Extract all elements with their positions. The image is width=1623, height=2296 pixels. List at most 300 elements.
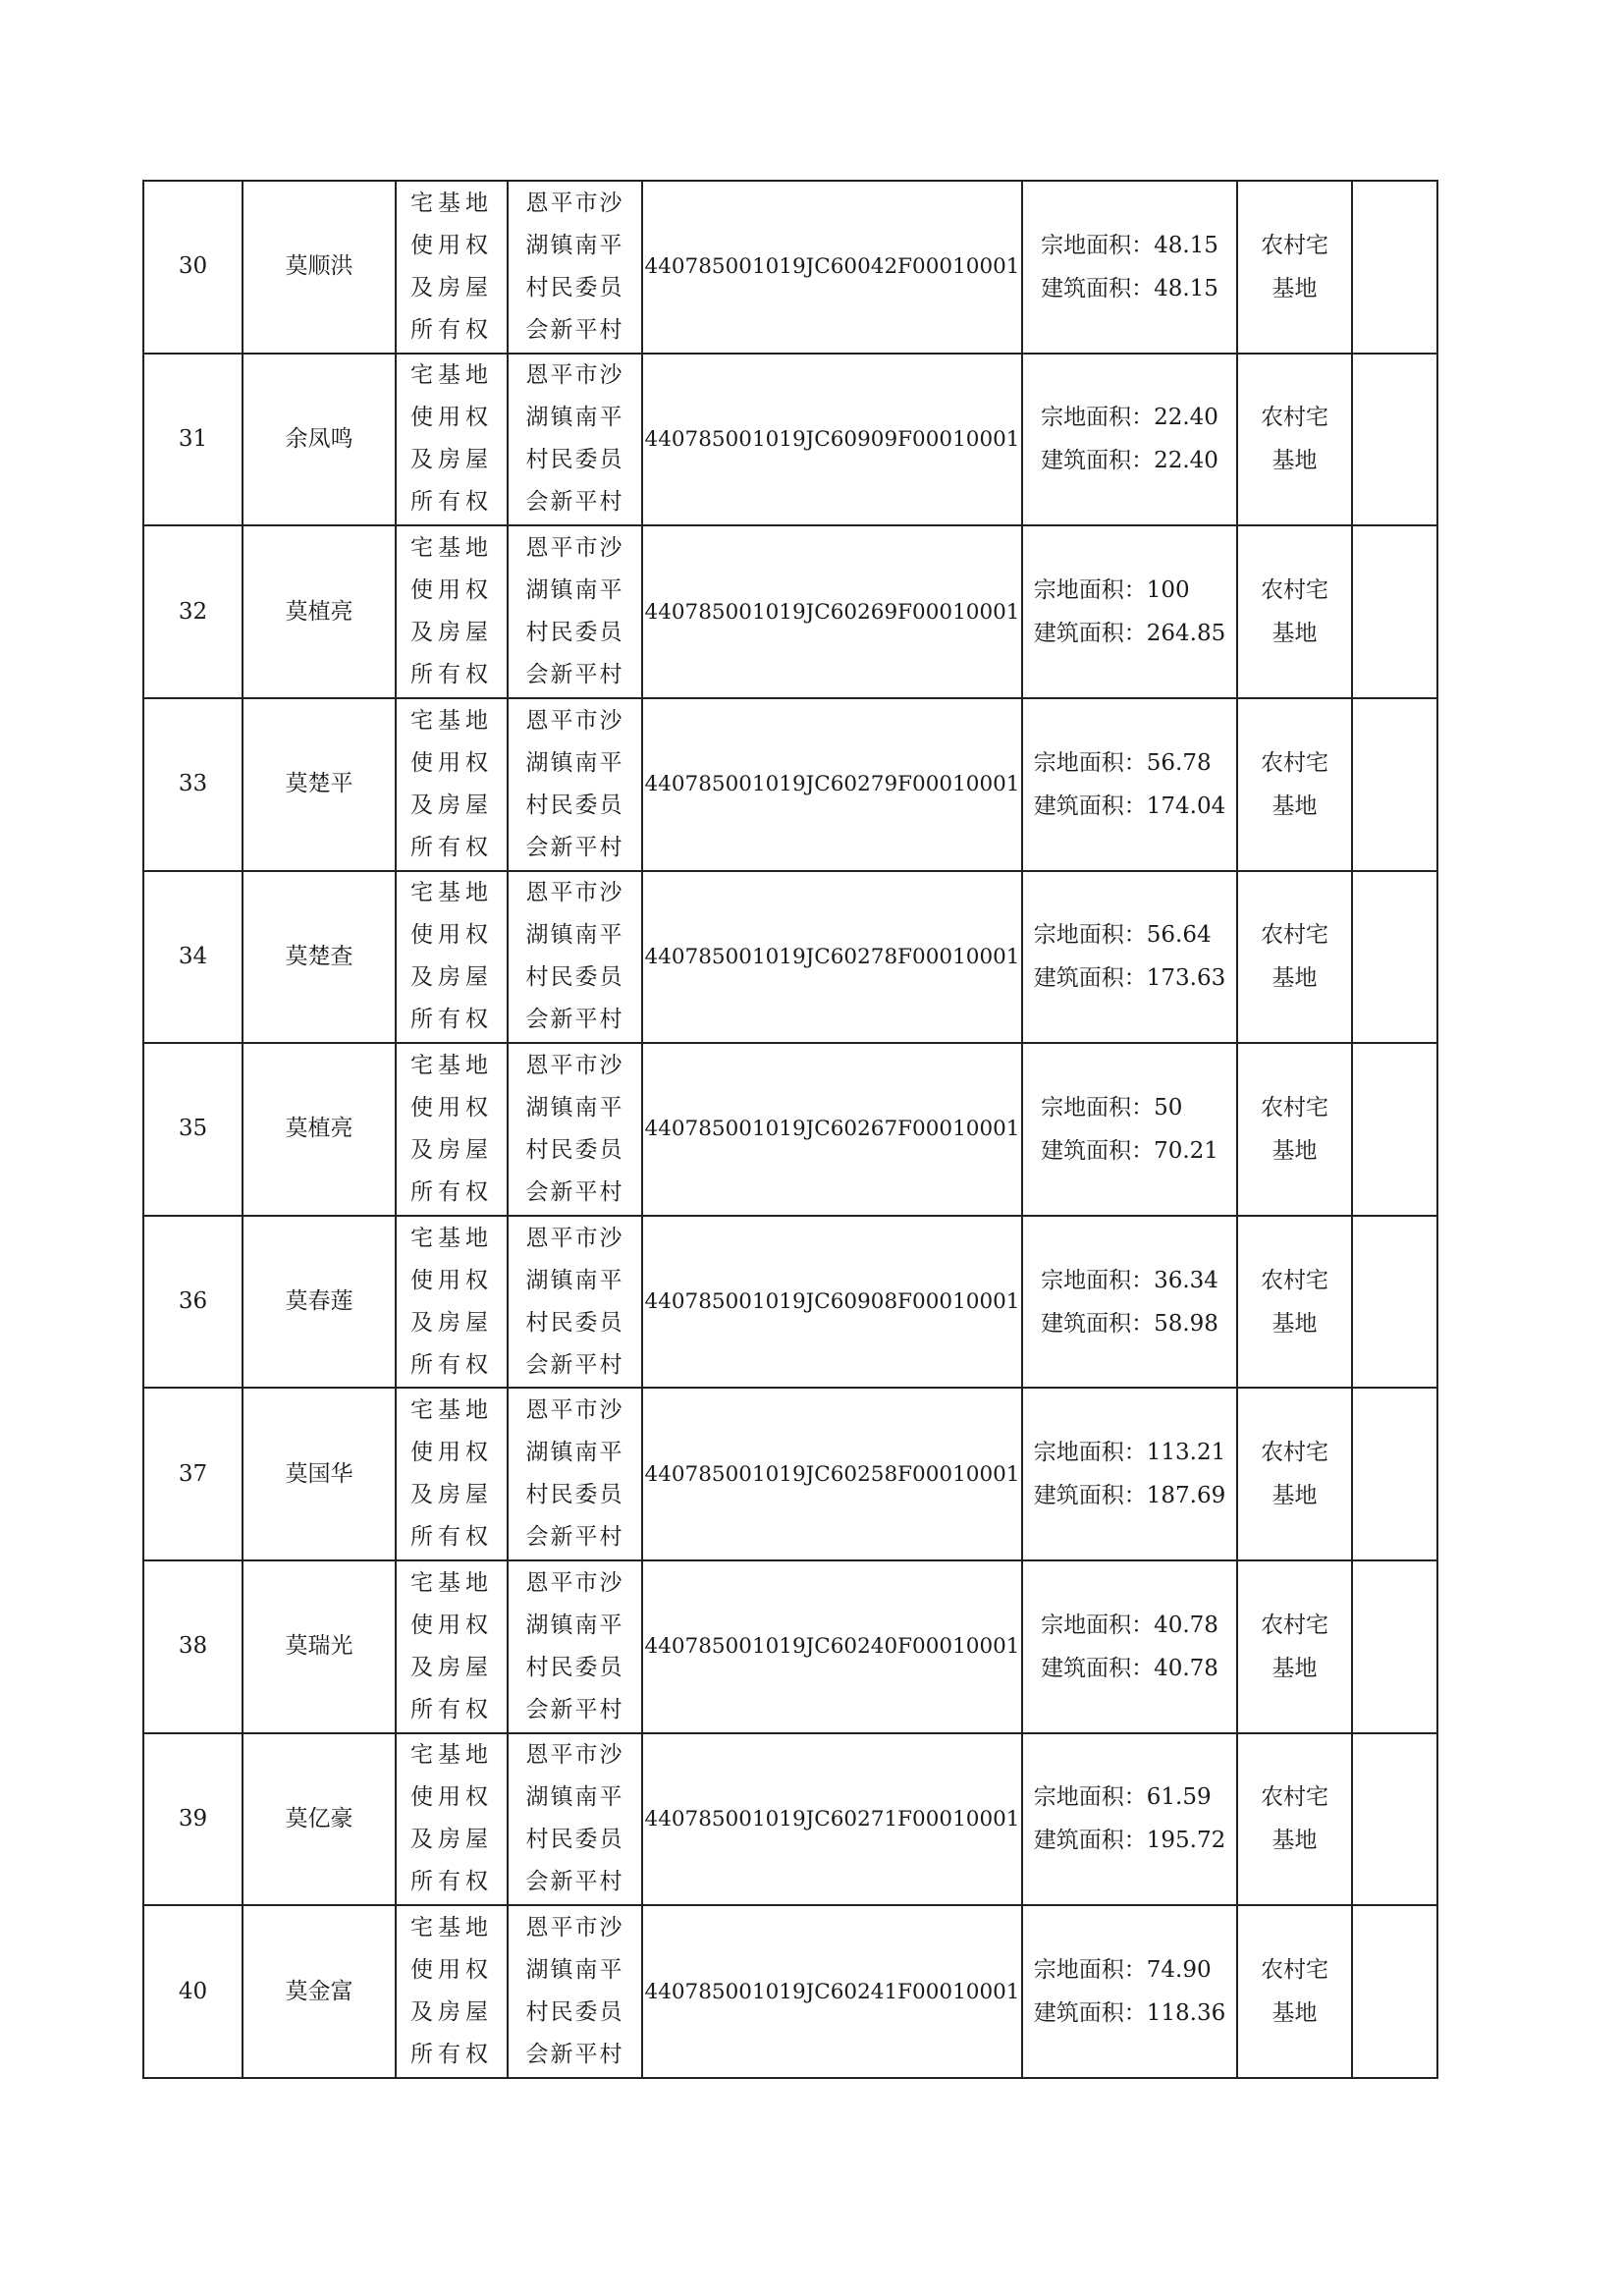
unit-code-cell [642, 1388, 1022, 1560]
building-area-value: 40.78 [1154, 1655, 1218, 1681]
usage-line: 农村宅 [1261, 1267, 1328, 1293]
row-number-cell [143, 525, 243, 698]
right-type-line: 宅基地 [410, 362, 493, 389]
owner-name-cell [243, 1905, 396, 2078]
table-row [143, 1905, 1437, 2078]
usage-line: 基地 [1271, 793, 1318, 819]
usage-block [1261, 1431, 1328, 1517]
property-register-table [142, 180, 1438, 2079]
unit-code-cell [642, 1560, 1022, 1733]
table-row [143, 871, 1437, 1044]
unit-code-cell [642, 525, 1022, 698]
row-number-cell [143, 1043, 243, 1216]
location-line: 会新平村 [525, 1869, 624, 1895]
area-cell [1022, 1905, 1237, 2078]
building-area-line [1041, 1647, 1218, 1690]
row-number-cell [143, 1905, 243, 2078]
owner-name: 莫植亮 [285, 598, 353, 625]
right-type-line: 宅基地 [410, 1052, 493, 1078]
usage-line: 基地 [1271, 1828, 1318, 1854]
location-cell [508, 181, 642, 354]
right-type-stack [397, 1045, 507, 1214]
right-type-line: 宅基地 [410, 1225, 493, 1251]
location-line: 湖镇南平 [525, 922, 624, 949]
location-line: 湖镇南平 [525, 1267, 624, 1293]
right-type-stack [397, 1734, 507, 1903]
location-line: 会新平村 [525, 1524, 624, 1551]
row-number: 38 [178, 1633, 208, 1660]
area-block [1034, 913, 1225, 1000]
row-number: 37 [178, 1460, 208, 1487]
usage-block [1261, 569, 1328, 655]
building-area-line [1034, 612, 1225, 655]
owner-name-cell [243, 354, 396, 526]
building-area-line [1034, 785, 1225, 828]
building-area-label: 建筑面积： [1041, 1655, 1155, 1681]
row-number: 36 [178, 1288, 208, 1315]
usage-cell [1237, 698, 1352, 871]
location-stack [509, 1218, 641, 1387]
building-area-line [1041, 439, 1218, 482]
row-number-cell [143, 871, 243, 1044]
land-area-label: 宗地面积： [1041, 1267, 1155, 1293]
building-area-line [1041, 1129, 1218, 1173]
usage-cell [1237, 1388, 1352, 1560]
right-type-line: 宅基地 [410, 1742, 493, 1769]
right-type-line: 使用权 [410, 405, 493, 431]
area-cell [1022, 525, 1237, 698]
usage-block [1261, 1604, 1328, 1690]
land-area-label: 宗地面积： [1033, 1440, 1147, 1466]
land-area-label: 宗地面积： [1041, 1094, 1155, 1121]
usage-line: 农村宅 [1261, 1440, 1328, 1466]
usage-cell [1237, 1733, 1352, 1906]
area-block [1034, 1948, 1225, 2035]
unit-code: 440785001019JC60909F00010001 [644, 426, 1020, 452]
usage-cell [1237, 354, 1352, 526]
location-line: 村民委员 [525, 1136, 624, 1163]
owner-name: 莫金富 [285, 1978, 353, 2004]
usage-cell [1237, 181, 1352, 354]
area-block [1041, 1259, 1218, 1345]
row-number-cell [143, 698, 243, 871]
usage-cell [1237, 1905, 1352, 2078]
right-type-stack [397, 527, 507, 696]
land-area-label: 宗地面积： [1041, 1612, 1155, 1638]
location-line: 湖镇南平 [525, 577, 624, 604]
land-area-line [1034, 913, 1212, 957]
usage-line: 农村宅 [1261, 749, 1328, 776]
usage-block [1261, 913, 1328, 1000]
location-stack [509, 183, 641, 352]
usage-line: 基地 [1271, 1483, 1318, 1509]
usage-line: 基地 [1271, 275, 1318, 301]
usage-block [1261, 1776, 1328, 1862]
location-line: 恩平市沙 [525, 362, 624, 389]
location-line: 会新平村 [525, 834, 624, 860]
right-type-cell [396, 354, 508, 526]
area-cell [1022, 1043, 1237, 1216]
right-type-line: 所有权 [410, 1869, 493, 1895]
table-row [143, 1733, 1437, 1906]
land-area-line [1034, 1948, 1212, 1992]
area-block [1034, 569, 1225, 655]
area-block [1034, 1431, 1225, 1517]
owner-name: 莫楚查 [285, 943, 353, 969]
row-number: 31 [178, 425, 208, 452]
usage-line: 基地 [1271, 621, 1318, 647]
location-line: 湖镇南平 [525, 232, 624, 258]
owner-name: 莫春莲 [285, 1288, 353, 1315]
unit-code-cell [642, 1043, 1022, 1216]
location-stack [509, 1390, 641, 1558]
usage-block [1261, 741, 1328, 828]
building-area-label: 建筑面积： [1033, 2000, 1147, 2027]
right-type-line: 及房屋 [410, 1482, 493, 1508]
building-area-value: 58.98 [1154, 1310, 1218, 1337]
land-area-label: 宗地面积： [1033, 1957, 1147, 1984]
right-type-line: 使用权 [410, 1440, 493, 1466]
location-line: 村民委员 [525, 792, 624, 818]
right-type-line: 所有权 [410, 2042, 493, 2068]
right-type-line: 及房屋 [410, 274, 493, 301]
land-area-line [1034, 569, 1190, 612]
right-type-line: 及房屋 [410, 1136, 493, 1163]
usage-line: 农村宅 [1261, 1094, 1328, 1121]
right-type-stack [397, 1218, 507, 1387]
land-area-value: 40.78 [1154, 1612, 1218, 1638]
location-cell [508, 698, 642, 871]
location-line: 湖镇南平 [525, 1094, 624, 1121]
right-type-cell [396, 1560, 508, 1733]
right-type-cell [396, 698, 508, 871]
table-row [143, 181, 1437, 354]
row-number: 30 [178, 253, 208, 280]
location-cell [508, 525, 642, 698]
usage-line: 农村宅 [1261, 1957, 1328, 1984]
land-area-value: 100 [1146, 577, 1190, 604]
remark-cell [1352, 1733, 1437, 1906]
right-type-stack [397, 872, 507, 1041]
usage-line: 基地 [1271, 1137, 1318, 1164]
row-number: 39 [178, 1805, 208, 1831]
unit-code-cell [642, 181, 1022, 354]
building-area-line [1034, 1474, 1225, 1517]
land-area-value: 61.59 [1146, 1784, 1212, 1811]
right-type-line: 及房屋 [410, 964, 493, 991]
location-cell [508, 354, 642, 526]
land-area-label: 宗地面积： [1033, 577, 1147, 604]
right-type-line: 所有权 [410, 1007, 493, 1033]
location-line: 会新平村 [525, 1696, 624, 1722]
remark-cell [1352, 1560, 1437, 1733]
table-row [143, 1388, 1437, 1560]
right-type-line: 宅基地 [410, 707, 493, 734]
right-type-line: 宅基地 [410, 880, 493, 906]
area-cell [1022, 181, 1237, 354]
usage-cell [1237, 1043, 1352, 1216]
right-type-line: 使用权 [410, 749, 493, 776]
unit-code: 440785001019JC60269F00010001 [644, 599, 1020, 625]
owner-name: 莫瑞光 [285, 1633, 353, 1660]
location-stack [509, 1734, 641, 1903]
location-line: 村民委员 [525, 1482, 624, 1508]
location-line: 村民委员 [525, 1827, 624, 1853]
row-number: 33 [178, 771, 208, 797]
location-line: 恩平市沙 [525, 535, 624, 562]
location-line: 会新平村 [525, 1351, 624, 1378]
location-stack [509, 700, 641, 869]
location-stack [509, 1045, 641, 1214]
location-line: 湖镇南平 [525, 1612, 624, 1638]
building-area-value: 174.04 [1146, 793, 1226, 819]
building-area-value: 187.69 [1146, 1483, 1226, 1509]
row-number: 32 [178, 598, 208, 625]
location-line: 村民委员 [525, 964, 624, 991]
unit-code: 440785001019JC60267F00010001 [644, 1117, 1020, 1142]
usage-line: 农村宅 [1261, 1784, 1328, 1811]
area-cell [1022, 354, 1237, 526]
land-area-line [1034, 741, 1212, 785]
location-stack [509, 527, 641, 696]
right-type-line: 所有权 [410, 1696, 493, 1722]
remark-cell [1352, 354, 1437, 526]
right-type-line: 所有权 [410, 1524, 493, 1551]
row-number-cell [143, 1560, 243, 1733]
right-type-cell [396, 1388, 508, 1560]
location-cell [508, 1905, 642, 2078]
right-type-line: 及房屋 [410, 620, 493, 646]
area-cell [1022, 1388, 1237, 1560]
building-area-label: 建筑面积： [1041, 1310, 1155, 1337]
land-area-line [1041, 396, 1218, 439]
land-area-label: 宗地面积： [1033, 749, 1147, 776]
owner-name-cell [243, 1560, 396, 1733]
property-register-sheet [142, 180, 1436, 2077]
building-area-label: 建筑面积： [1033, 1483, 1147, 1509]
table-row [143, 354, 1437, 526]
owner-name-cell [243, 871, 396, 1044]
right-type-line: 使用权 [410, 1957, 493, 1984]
right-type-stack [397, 1907, 507, 2076]
land-area-value: 48.15 [1154, 232, 1218, 258]
right-type-line: 使用权 [410, 232, 493, 258]
location-stack [509, 872, 641, 1041]
land-area-value: 50 [1154, 1094, 1183, 1121]
location-line: 恩平市沙 [525, 1915, 624, 1941]
owner-name: 莫楚平 [285, 771, 353, 797]
land-area-label: 宗地面积： [1041, 405, 1155, 431]
remark-cell [1352, 1905, 1437, 2078]
right-type-line: 宅基地 [410, 535, 493, 562]
location-line: 恩平市沙 [525, 1742, 624, 1769]
location-line: 村民委员 [525, 620, 624, 646]
land-area-label: 宗地面积： [1041, 232, 1155, 258]
right-type-stack [397, 700, 507, 869]
table-row [143, 698, 1437, 871]
usage-block [1261, 1086, 1328, 1173]
right-type-cell [396, 181, 508, 354]
right-type-cell [396, 1216, 508, 1389]
remark-cell [1352, 1043, 1437, 1216]
row-number: 35 [178, 1116, 208, 1142]
unit-code-cell [642, 1733, 1022, 1906]
building-area-label: 建筑面积： [1041, 1137, 1155, 1164]
location-line: 湖镇南平 [525, 1440, 624, 1466]
building-area-value: 118.36 [1146, 2000, 1226, 2027]
usage-cell [1237, 525, 1352, 698]
building-area-value: 195.72 [1146, 1828, 1226, 1854]
remark-cell [1352, 1216, 1437, 1389]
usage-block [1261, 1948, 1328, 2035]
right-type-line: 宅基地 [410, 190, 493, 216]
row-number-cell [143, 354, 243, 526]
right-type-line: 所有权 [410, 1351, 493, 1378]
row-number-cell [143, 181, 243, 354]
owner-name-cell [243, 1043, 396, 1216]
right-type-cell [396, 871, 508, 1044]
unit-code-cell [642, 871, 1022, 1044]
area-cell [1022, 1216, 1237, 1389]
location-line: 会新平村 [525, 316, 624, 343]
land-area-line [1041, 1259, 1218, 1302]
unit-code: 440785001019JC60240F00010001 [644, 1634, 1020, 1660]
usage-line: 基地 [1271, 1655, 1318, 1681]
right-type-line: 所有权 [410, 489, 493, 516]
owner-name: 莫植亮 [285, 1116, 353, 1142]
unit-code-cell [642, 354, 1022, 526]
location-cell [508, 1560, 642, 1733]
area-cell [1022, 1560, 1237, 1733]
location-cell [508, 1388, 642, 1560]
location-line: 恩平市沙 [525, 880, 624, 906]
building-area-label: 建筑面积： [1041, 275, 1155, 301]
table-row [143, 1043, 1437, 1216]
right-type-line: 宅基地 [410, 1569, 493, 1596]
owner-name-cell [243, 1733, 396, 1906]
right-type-cell [396, 1733, 508, 1906]
row-number: 34 [178, 943, 208, 969]
location-cell [508, 871, 642, 1044]
right-type-stack [397, 1562, 507, 1731]
area-cell [1022, 1733, 1237, 1906]
right-type-line: 使用权 [410, 577, 493, 604]
land-area-value: 36.34 [1154, 1267, 1218, 1293]
area-block [1034, 741, 1225, 828]
land-area-value: 74.90 [1146, 1957, 1212, 1984]
owner-name-cell [243, 525, 396, 698]
building-area-label: 建筑面积： [1041, 448, 1155, 474]
usage-line: 基地 [1271, 2000, 1318, 2027]
owner-name-cell [243, 1216, 396, 1389]
location-line: 恩平市沙 [525, 1225, 624, 1251]
owner-name: 莫国华 [285, 1460, 353, 1487]
land-area-line [1041, 1604, 1218, 1647]
area-block [1041, 396, 1218, 482]
usage-cell [1237, 871, 1352, 1044]
right-type-line: 及房屋 [410, 1309, 493, 1336]
owner-name-cell [243, 698, 396, 871]
unit-code: 440785001019JC60042F00010001 [644, 254, 1020, 280]
remark-cell [1352, 181, 1437, 354]
right-type-line: 使用权 [410, 1267, 493, 1293]
location-line: 会新平村 [525, 2042, 624, 2068]
area-block [1041, 1086, 1218, 1173]
location-line: 村民委员 [525, 1999, 624, 2026]
location-line: 湖镇南平 [525, 749, 624, 776]
land-area-label: 宗地面积： [1033, 1784, 1147, 1811]
building-area-value: 70.21 [1154, 1137, 1218, 1164]
location-line: 恩平市沙 [525, 707, 624, 734]
right-type-cell [396, 525, 508, 698]
owner-name-cell [243, 181, 396, 354]
building-area-label: 建筑面积： [1033, 621, 1147, 647]
owner-name-cell [243, 1388, 396, 1560]
land-area-line [1041, 224, 1218, 267]
right-type-line: 及房屋 [410, 1827, 493, 1853]
usage-block [1261, 224, 1328, 310]
building-area-value: 173.63 [1146, 965, 1226, 992]
usage-line: 基地 [1271, 448, 1318, 474]
building-area-line [1041, 1302, 1218, 1345]
location-line: 恩平市沙 [525, 190, 624, 216]
right-type-stack [397, 1390, 507, 1558]
building-area-line [1041, 267, 1218, 310]
right-type-line: 宅基地 [410, 1397, 493, 1424]
land-area-value: 22.40 [1154, 405, 1218, 431]
right-type-line: 使用权 [410, 1612, 493, 1638]
owner-name: 莫亿豪 [285, 1805, 353, 1831]
remark-cell [1352, 871, 1437, 1044]
location-line: 村民委员 [525, 447, 624, 473]
right-type-line: 所有权 [410, 834, 493, 860]
land-area-line [1034, 1776, 1212, 1819]
register-body [143, 181, 1437, 2078]
location-line: 村民委员 [525, 1654, 624, 1680]
location-line: 会新平村 [525, 1007, 624, 1033]
remark-cell [1352, 525, 1437, 698]
right-type-line: 所有权 [410, 316, 493, 343]
owner-name: 余凤鸣 [285, 425, 353, 452]
building-area-line [1034, 1992, 1225, 2035]
location-line: 村民委员 [525, 274, 624, 301]
right-type-line: 及房屋 [410, 1654, 493, 1680]
right-type-stack [397, 183, 507, 352]
location-stack [509, 1907, 641, 2076]
table-row [143, 1216, 1437, 1389]
location-line: 会新平村 [525, 662, 624, 688]
location-line: 村民委员 [525, 1309, 624, 1336]
right-type-line: 宅基地 [410, 1915, 493, 1941]
right-type-cell [396, 1043, 508, 1216]
remark-cell [1352, 698, 1437, 871]
usage-line: 农村宅 [1261, 405, 1328, 431]
unit-code-cell [642, 1905, 1022, 2078]
location-line: 会新平村 [525, 489, 624, 516]
location-cell [508, 1043, 642, 1216]
land-area-line [1034, 1431, 1225, 1474]
right-type-stack [397, 355, 507, 523]
location-line: 恩平市沙 [525, 1397, 624, 1424]
location-cell [508, 1216, 642, 1389]
unit-code: 440785001019JC60241F00010001 [644, 1979, 1020, 2004]
usage-line: 农村宅 [1261, 232, 1328, 258]
unit-code: 440785001019JC60278F00010001 [644, 944, 1020, 969]
row-number-cell [143, 1733, 243, 1906]
area-block [1034, 1776, 1225, 1862]
land-area-line [1041, 1086, 1182, 1129]
right-type-line: 及房屋 [410, 447, 493, 473]
